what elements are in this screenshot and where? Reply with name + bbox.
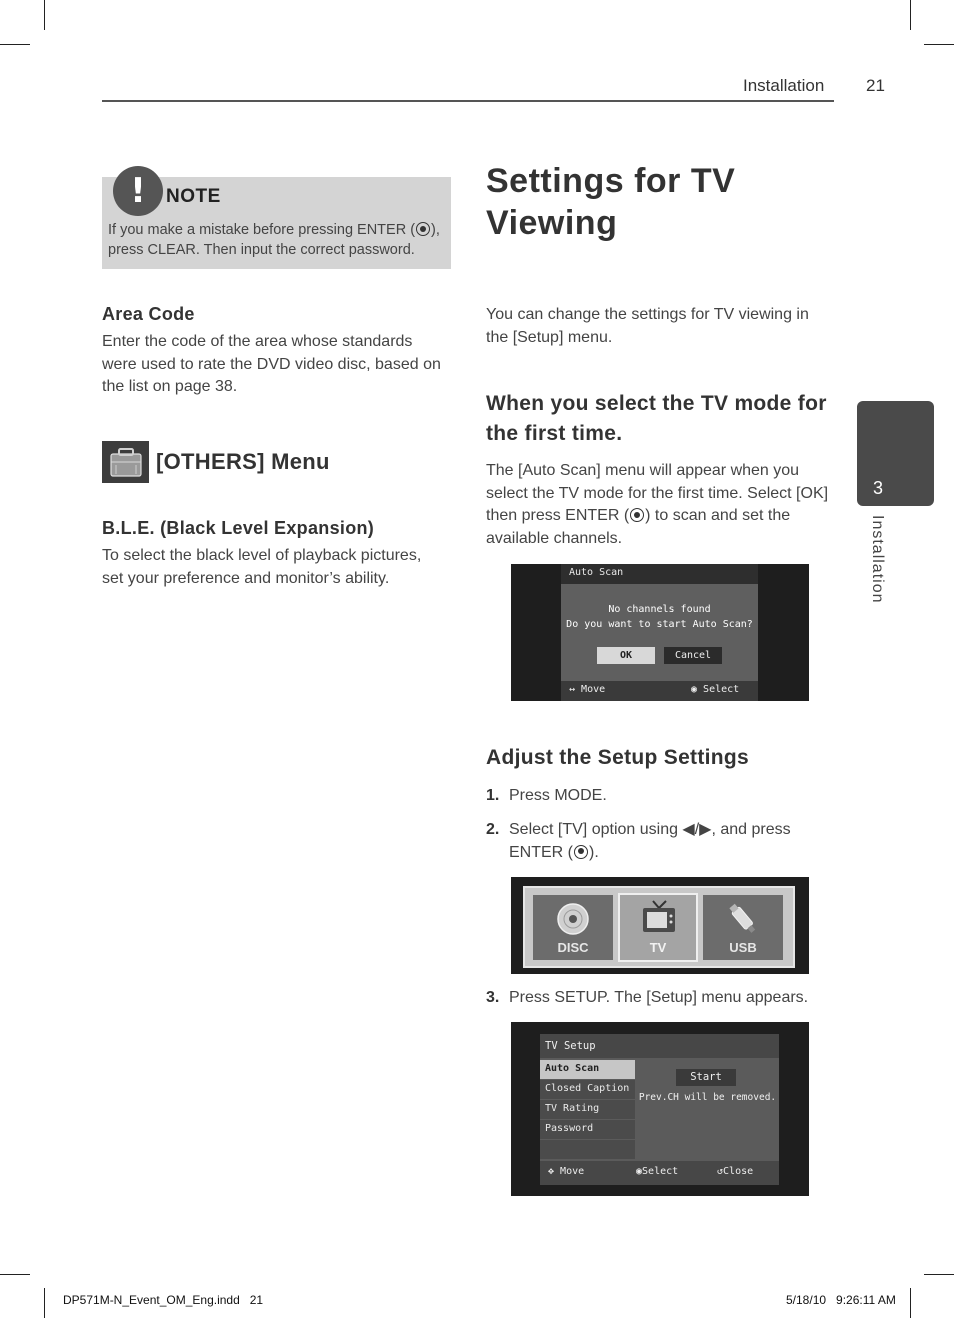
tv-setup-menu bbox=[540, 1034, 779, 1185]
others-menu-title: [OTHERS] Menu bbox=[156, 449, 330, 474]
page-number: 21 bbox=[866, 76, 885, 95]
crop-mark bbox=[44, 0, 45, 30]
move-hint: ↔ Move bbox=[569, 684, 606, 695]
usb-icon bbox=[725, 901, 761, 937]
chapter-tab bbox=[857, 401, 934, 506]
note-title: NOTE bbox=[166, 186, 221, 207]
mode-label-disc: DISC bbox=[557, 940, 589, 955]
step-1-text: Press MODE. bbox=[509, 787, 607, 804]
auto-scan-dialog bbox=[561, 564, 758, 701]
enter-button-icon bbox=[574, 845, 588, 859]
start-button[interactable]: Start bbox=[676, 1069, 736, 1086]
crop-mark bbox=[0, 1274, 30, 1275]
step-3-text: Press SETUP. The [Setup] menu appears. bbox=[509, 989, 809, 1006]
menu-item-label: Auto Scan bbox=[545, 1063, 600, 1074]
select-hint: ◉ Select bbox=[691, 684, 740, 695]
footer-timestamp: 5/18/10 9:26:11 AM bbox=[786, 1293, 896, 1307]
step-2-text: Select [TV] option using ◀/▶, and press ENTER ( ). bbox=[509, 821, 791, 861]
enter-button-icon bbox=[416, 222, 430, 236]
auto-scan-screenshot bbox=[511, 564, 809, 701]
header-rule bbox=[102, 100, 834, 102]
dialog-line-2: Do you want to start Auto Scan? bbox=[566, 619, 753, 630]
running-header-section: Installation bbox=[743, 76, 825, 95]
mode-label-usb: USB bbox=[729, 940, 757, 955]
return-icon: ↺ bbox=[717, 1166, 724, 1177]
ble-body: To select the black level of playback pictures, set your preference and monitor’s ability. bbox=[102, 547, 422, 587]
setup-message: Prev.CH will be removed. bbox=[638, 1092, 777, 1103]
left-right-arrow-icon: ↔ bbox=[569, 684, 582, 695]
step-3-number: 3. bbox=[486, 989, 500, 1006]
chapter-label: Installation bbox=[869, 515, 886, 604]
crop-mark bbox=[910, 0, 911, 30]
adjust-heading: Adjust the Setup Settings bbox=[486, 746, 750, 769]
dialog-title: Auto Scan bbox=[569, 567, 624, 578]
page-title: Settings for TV Viewing bbox=[486, 162, 736, 242]
close-hint: ↺Close bbox=[717, 1166, 754, 1177]
exclamation-icon: ! bbox=[113, 166, 163, 216]
chapter-number: 3 bbox=[873, 478, 884, 498]
ok-button[interactable]: OK bbox=[597, 647, 655, 664]
mode-label-tv: TV bbox=[649, 940, 667, 955]
tv-setup-screenshot bbox=[511, 1022, 809, 1196]
step-2-number: 2. bbox=[486, 821, 500, 838]
tv-setup-title: TV Setup bbox=[545, 1040, 596, 1052]
menu-item-label: TV Rating bbox=[545, 1103, 600, 1114]
enter-button-icon bbox=[630, 508, 644, 522]
intro-text: You can change the settings for TV viewing in the [Setup] menu. bbox=[486, 306, 809, 346]
step-1-number: 1. bbox=[486, 787, 500, 804]
area-code-heading: Area Code bbox=[102, 304, 195, 324]
four-way-arrow-icon: ✥ bbox=[548, 1166, 561, 1177]
first-time-heading: When you select the TV mode for the first time. bbox=[486, 392, 827, 445]
tv-icon bbox=[640, 899, 678, 935]
mode-menu-screenshot bbox=[511, 877, 809, 974]
menu-item-label: Closed Caption bbox=[545, 1083, 630, 1094]
mode-item-tv[interactable] bbox=[618, 893, 698, 962]
select-hint: ◉Select bbox=[636, 1166, 679, 1177]
mode-item-usb[interactable] bbox=[703, 895, 783, 960]
ble-heading: B.L.E. (Black Level Expansion) bbox=[102, 518, 375, 538]
mode-item-disc[interactable] bbox=[533, 895, 613, 960]
crop-mark bbox=[44, 1288, 45, 1318]
crop-mark bbox=[924, 44, 954, 45]
area-code-body: Enter the code of the area whose standards were used to rate the DVD video disc, based on the list on page 38. bbox=[102, 333, 441, 395]
note-text: If you make a mistake before pressing ENTER ( ), press CLEAR. Then input the correct password. bbox=[108, 222, 440, 258]
cancel-button[interactable]: Cancel bbox=[664, 647, 722, 664]
crop-mark bbox=[0, 44, 30, 45]
menu-item-empty bbox=[540, 1140, 635, 1159]
enter-dot-icon: ◉ bbox=[691, 684, 704, 695]
toolbox-icon bbox=[102, 441, 149, 483]
enter-dot-icon: ◉ bbox=[636, 1166, 643, 1177]
menu-item-label: Password bbox=[545, 1123, 594, 1134]
move-hint: ✥ Move bbox=[548, 1166, 585, 1177]
dialog-line-1: No channels found bbox=[608, 604, 711, 615]
crop-mark bbox=[910, 1288, 911, 1318]
crop-mark bbox=[924, 1274, 954, 1275]
disc-icon bbox=[555, 901, 591, 937]
footer-filename: DP571M-N_Event_OM_Eng.indd 21 bbox=[63, 1293, 264, 1307]
first-time-body: The [Auto Scan] menu will appear when you select the TV mode for the first time. Select [OK] then press ENTER ( ) to scan and set the available channels. bbox=[486, 462, 829, 547]
